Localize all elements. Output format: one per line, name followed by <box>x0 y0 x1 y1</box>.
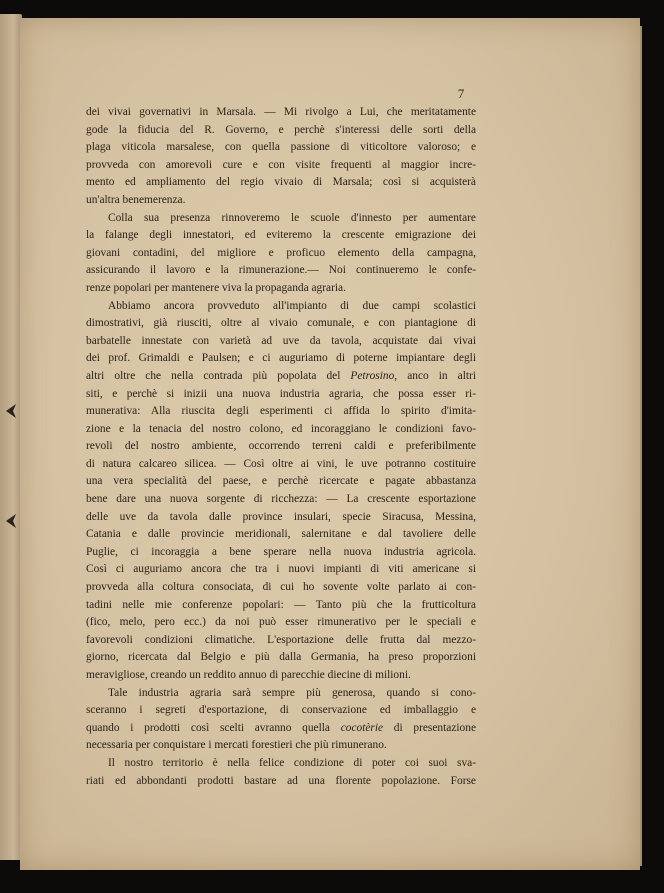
text-segment: giovani contadini, del migliore e proficuo elemento della campagna, <box>86 246 476 259</box>
text-line <box>86 720 476 738</box>
text-line <box>86 280 476 298</box>
text-segment: , anco in altri <box>394 369 476 382</box>
text-line <box>86 544 476 562</box>
text-line <box>86 773 476 791</box>
text-line <box>86 509 476 527</box>
text-segment: Catania e dalle provincie meridionali, salernitane e dal tavoliere delle <box>86 528 476 541</box>
text-line <box>86 702 476 720</box>
italic-term: Petrosino <box>350 369 395 382</box>
text-line <box>86 262 476 280</box>
text-segment: Tale industria agraria sarà sempre più generosa, quando si cono- <box>108 686 476 699</box>
page-number: 7 <box>457 86 465 101</box>
text-segment: zione e la tenacia del nostro colono, ed incoraggiano le condizioni favo- <box>86 422 476 435</box>
text-segment: necessaria per conquistare i mercati forestieri che più rimunerano. <box>86 739 387 752</box>
text-segment: altri oltre che nella contrada più popolata del <box>86 369 351 382</box>
text-line <box>86 561 476 579</box>
text-segment: Colla sua presenza rinnoveremo le scuole d'innesto per aumentare <box>108 211 476 224</box>
text-segment: renze popolari per mantenere viva la propaganda agraria. <box>86 281 346 294</box>
text-line <box>86 245 476 263</box>
text-segment: tadini nelle mie conferenze popolari: — Tanto più che la frutticoltura <box>86 598 476 611</box>
text-line <box>86 579 476 597</box>
text-line <box>86 139 476 157</box>
text-line <box>86 333 476 351</box>
text-segment: gode la fiducia del R. Governo, e perchè s'interessi delle sorti della <box>86 123 476 136</box>
text-line <box>86 755 476 773</box>
text-segment: bene dare una nuova sorgente di ricchezza: — La crescente esportazione <box>86 493 476 506</box>
text-line <box>86 438 476 456</box>
text-segment: plaga viticola marsalese, con quella passione di viticoltore valoroso; e <box>86 141 476 154</box>
text-line <box>86 122 476 140</box>
text-line <box>86 649 476 667</box>
text-segment: Puglie, ci incoraggia a bene sperare nella nuova industria agricola. <box>86 545 476 558</box>
body-text <box>86 104 476 790</box>
text-line <box>86 526 476 544</box>
text-line <box>86 614 476 632</box>
text-segment: dimostrativi, già riusciti, oltre al vivaio comunale, e con piantagione di <box>86 317 476 330</box>
text-segment: sceranno i segreti d'esportazione, di conservazione ed imballaggio e <box>86 704 476 717</box>
text-line <box>86 632 476 650</box>
text-segment: munerativa: Alla riuscita degli esperimenti ci affida lo spirito d'imita- <box>86 405 476 418</box>
previous-page-edge <box>0 14 22 860</box>
text-line <box>86 421 476 439</box>
text-line <box>86 350 476 368</box>
text-segment: la falange degli innestatori, ed eviteremo la crescente emigrazione dei <box>86 229 476 242</box>
text-segment: dei vivai governativi in Marsala. — Mi rivolgo a Lui, che meritatamente <box>86 106 476 118</box>
text-segment: meravigliose, creando un reddito annuo di parecchie diecine di milioni. <box>86 669 411 681</box>
text-line <box>86 210 476 228</box>
text-segment: Così ci auguriamo ancora che tra i nuovi impianti di viti americane si <box>86 563 476 576</box>
text-segment: assicurando il lavoro e la rimunerazione.— Noi continueremo le confe- <box>86 264 476 277</box>
text-line <box>86 456 476 474</box>
text-segment: favorevoli condizioni climatiche. L'esportazione delle frutta dal mezzo- <box>86 633 476 646</box>
text-line <box>86 227 476 245</box>
text-segment: siti, e perchè si inizii una nuova industria agraria, che possa esser ri- <box>86 387 476 400</box>
text-line <box>86 174 476 192</box>
text-line <box>86 473 476 491</box>
text-line <box>86 491 476 509</box>
text-line <box>86 597 476 615</box>
text-segment: provveda alla coltura consociata, di cui ho sovente volte parlato ai con- <box>86 581 476 594</box>
text-line <box>86 667 476 685</box>
text-line <box>86 315 476 333</box>
text-line <box>86 368 476 386</box>
text-segment: Abbiamo ancora provveduto all'impianto di due campi scolastici <box>108 299 476 312</box>
italic-term: cocotèrie <box>340 721 384 734</box>
text-segment: una vera specialità del paese, e perchè ricercate e pagate abbastanza <box>86 475 476 488</box>
text-segment: (fico, melo, pero ecc.) da noi può esser rimunerativo per le speciali e <box>86 616 476 629</box>
text-segment: provveda con amorevoli cure e con visite frequenti al maggior incre- <box>86 158 476 171</box>
text-segment: di natura calcareo silicea. — Così oltre ai vini, le uve potranno costituire <box>86 457 476 470</box>
text-line <box>86 157 476 175</box>
text-segment: riati ed abbondanti prodotti bastare ad una florente popolazione. Forse <box>86 774 476 787</box>
text-line <box>86 192 476 210</box>
text-line <box>86 737 476 755</box>
text-segment: revoli del nostro ambiente, occorrendo terreni caldi e preferibilmente <box>86 440 476 453</box>
text-segment: barbatelle innestate con varietà ad uve da tavola, acquistate dai vivai <box>86 334 476 347</box>
text-line <box>86 104 476 122</box>
text-line <box>86 298 476 316</box>
text-line <box>86 386 476 404</box>
text-segment: un'altra benemerenza. <box>86 193 186 206</box>
text-line <box>86 403 476 421</box>
text-segment: Il nostro territorio è nella felice condizione di poter coi suoi sva- <box>108 756 476 769</box>
text-segment: giorno, ricercata dal Belgio e più dalla Germania, ha preso proporzioni <box>86 651 476 664</box>
text-segment: di presentazione <box>383 721 476 734</box>
text-segment: mento ed ampliamento del regio vivaio di Marsala; così si acquisterà <box>86 176 476 189</box>
text-segment: dei prof. Grimaldi e Paulsen; e ci auguriamo di poterne impiantare degli <box>86 352 476 365</box>
text-line <box>86 685 476 703</box>
text-segment: delle uve da tavola dalle province insulari, specie Siracusa, Messina, <box>86 510 476 523</box>
text-segment: quando i prodotti così scelti avranno quella <box>86 721 341 734</box>
